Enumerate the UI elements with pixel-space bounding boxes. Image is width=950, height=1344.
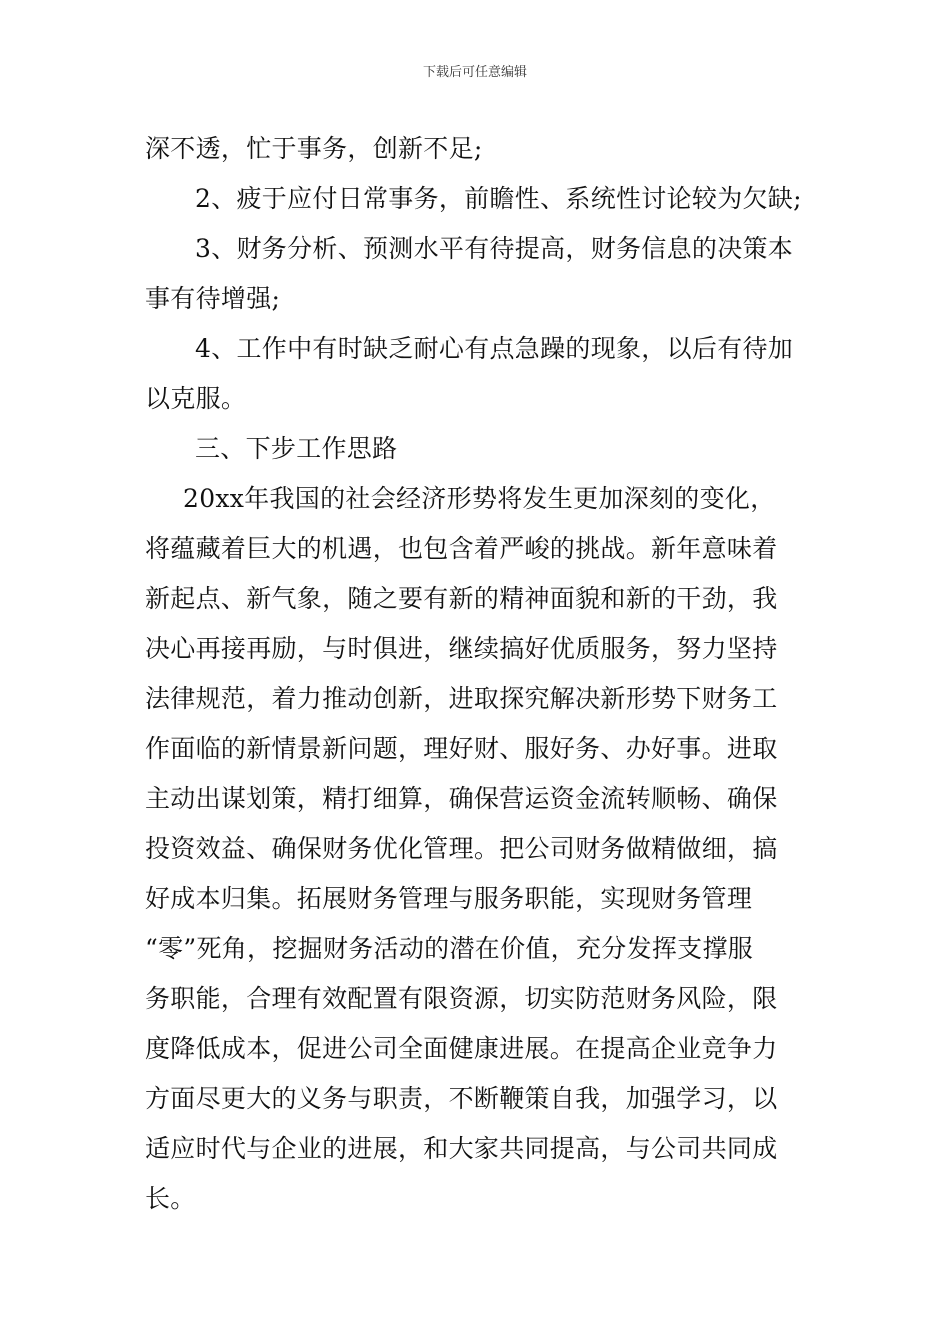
- body-line: 度降低成本，促进公司全面健康进展。在提高企业竞争力: [145, 1034, 778, 1063]
- body-line: 法律规范，着力推动创新，进取探究解决新形势下财务工: [145, 684, 778, 713]
- body-line: 投资效益、确保财务优化管理。把公司财务做精做细，搞: [145, 834, 778, 863]
- list-item-3: 3、财务分析、预测水平有待提高，财务信息的决策本: [195, 234, 794, 263]
- list-item-4: 4、工作中有时缺乏耐心有点急躁的现象，以后有待加: [195, 334, 794, 363]
- body-line: 方面尽更大的义务与职责，不断鞭策自我，加强学习，以: [145, 1084, 778, 1113]
- body-line: 务职能，合理有效配置有限资源，切实防范财务风险，限: [145, 984, 778, 1013]
- body-line: “零”死角，挖掘财务活动的潜在价值，充分发挥支撑服: [145, 934, 754, 963]
- body-line: 作面临的新情景新问题，理好财、服好务、办好事。进取: [145, 734, 778, 763]
- body-line: 主动出谋划策，精打细算，确保营运资金流转顺畅、确保: [145, 784, 778, 813]
- body-line: 决心再接再励，与时俱进，继续搞好优质服务，努力坚持: [145, 634, 778, 663]
- body-line: 事有待增强;: [145, 284, 281, 313]
- body-line: 将蕴藏着巨大的机遇，也包含着严峻的挑战。新年意味着: [145, 534, 778, 563]
- section-heading: 三、下步工作思路: [195, 434, 398, 463]
- body-line: 新起点、新气象，随之要有新的精神面貌和新的干劲，我: [145, 584, 778, 613]
- body-line: 长。: [145, 1184, 196, 1213]
- body-line: 以克服。: [145, 384, 247, 413]
- paragraph-start: 20xx年我国的社会经济形势将发生更加深刻的变化，: [183, 484, 776, 513]
- document-body: [145, 124, 811, 1224]
- page-header: 下载后可任意编辑: [422, 65, 527, 80]
- body-line: 适应时代与企业的进展，和大家共同提高，与公司共同成: [145, 1134, 778, 1163]
- body-line: 好成本归集。拓展财务管理与服务职能，实现财务管理: [145, 884, 753, 913]
- body-line: 深不透，忙于事务，创新不足;: [145, 134, 483, 163]
- list-item-2: 2、疲于应付日常事务，前瞻性、系统性讨论较为欠缺;: [195, 184, 802, 213]
